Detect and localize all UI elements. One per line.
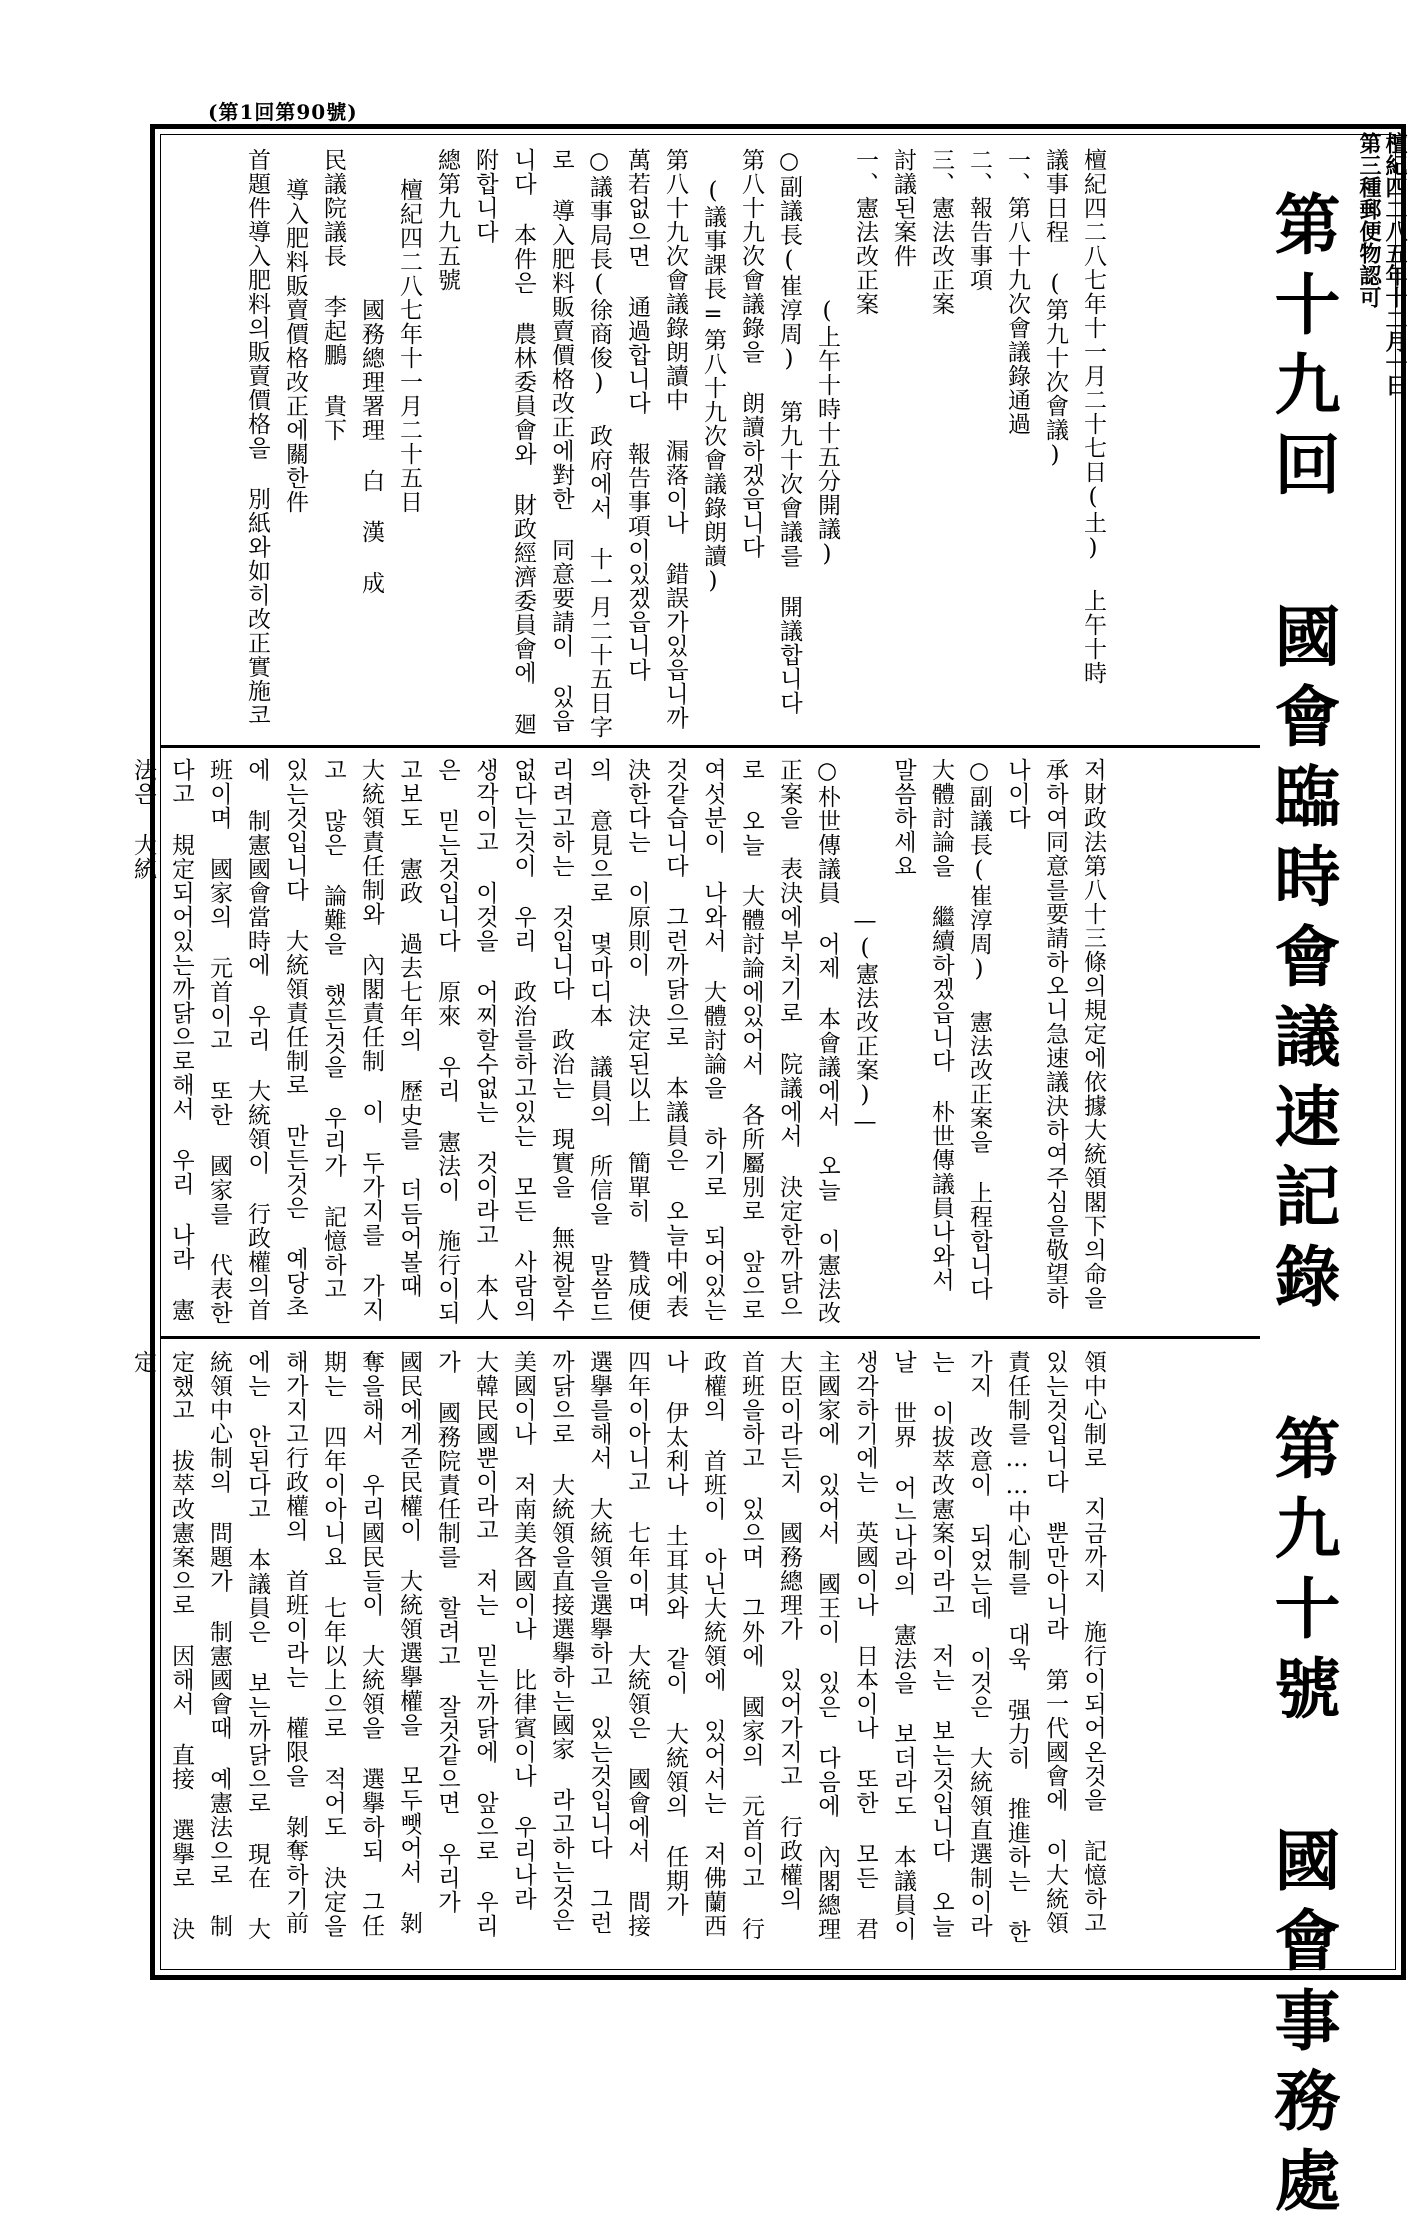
approval-mail-class: 第三種郵便物認可 (1356, 132, 1382, 308)
document-recipient: 民議院議長 李起鵬 貴下 (320, 148, 346, 442)
document-body: 首題件導入肥料의販賣價格을 別紙와如히改正實施코 (244, 148, 270, 727)
document-number: 總第九九五號 (434, 148, 460, 292)
speech: 第八十九次會議錄을 朗讀하겠읍니다 (738, 148, 764, 559)
stage-note: (議事課長=第八十九次會議錄朗讀) (700, 178, 726, 595)
speech: 第八十九次會議錄朗讀中 漏落이나 錯誤가있읍니까 (662, 148, 688, 730)
agenda-item: 一、第八十九次會議錄通過 (1004, 148, 1030, 436)
document-sender: 國務總理署理 白 漢 成 (358, 298, 384, 595)
speech: 領中心制로 지금까지 施行이되어온것을 記憶하고있는것입니다 뿐만아니라 第一代國會에 이大統領責任制를……中心制를 대욱 强力히 推進하는 한가지 改意이 되었는데 이것은 大統領直選制이라는 이拔萃改憲案이라고 저는 보는것입니다 오늘날 世界 어느나라의 憲法을 보더라도 本議員이 생각하기에는 英國이나 日本이나 또한 모든 君主國家에 있어서 國王이 있은 다음에 內閣總理大臣이라든지 國務總理가 있어가지고 行政權의 首班을하고 있으며 그外에 國家의 元首이고 行政權의 首班이 아닌大統領에 있어서는 저佛蘭西나 伊太利나 土耳其와 같이 大統領의 任期가 四年이아니고 七年이며 大統領은 國會에서 間接選擧를해서 大統領을選擧하고 있는것입니다 그런까닭으로 大統領을直接選擧하는國家 라고하는것은 美國이나 저南美各國이나 比律賓이나 우리나라 大韓民國뿐이라고 저는 믿는까닭에 앞으로 우리가 國務院責任制를 할려고 잘것같으면 우리가 國民에게준民權이 大統領選擧權을 모두뺏어서 剝奪을해서 우리國民들이 大統領을 選擧하되 그任期는 四年이아니요 七年以上으로 적어도 決定을 해가지고行政權의 首班이라는 權限을 剝奪하기前에는 안된다고 本議員은 보는까닭으로 現在 大統領中心制의 問題가 制憲國會때 예憲法으로 制定했고 拔萃改憲案으로 因해서 直接 選擧로 決定 (130, 1350, 1106, 1944)
opening-time: (上午十時十五分開議) (814, 298, 840, 568)
section-continued (124, 1350, 1112, 1955)
speech: ○副議長(崔淳周) 憲法改正案을 上程합니다 大體討論을 繼續하겠읍니다 朴世傳議員나와서 말씀하세요 (890, 758, 992, 1301)
speech: ○議事局長(徐商俊) 政府에서 十一月二十五日字로 導入肥料販賣價格改正에對한 同意要請이 있읍니다 本件은 農林委員會와 財政經濟委員會에 廻附합니다 (472, 148, 612, 739)
speech: ○副議長(崔淳周) 第九十次會議를 開議합니다 (776, 148, 802, 715)
document-date: 檀紀四二八七年十一月二十五日 (396, 178, 422, 514)
session-date: 檀紀四二八七年十一月二十七日(土) 上午十時 (1080, 148, 1106, 685)
document-body: 저財政法第八十三條의規定에依據大統領閣下의命을承하여同意를要請하오니急速議決하여주심을敬望하나이다 (1004, 758, 1106, 1310)
agenda-item: 三、憲法改正案 (928, 148, 954, 316)
speech: 萬若없으면 通過합니다 報告事項이있겠읍니다 (624, 148, 650, 682)
speech: ○朴世傳議員 어제 本會議에서 오늘 이憲法改正案을 表決에부치기로 院議에서 決定한까닭으로 오늘 大體討論에있어서 各所屬別로 앞으로 여섯분이 나와서 大體討論을 하기로 되어있는 것같습니다 그런까닭으로 本議員은 오늘中에表決한다는 이原則이 決定된以上 簡單히 贊成便의 意見으로 몇마디本 議員의 所信을 말씀드리려고하는 것입니다 政治는 現實을 無視할수없다는것이 우리 政治를하고있는 모든 사람의생각이고 이것을 어찌할수없는 것이라고 本人은 믿는것입니다 原來 우리 憲法이 施行이되고보도 憲政 過去七年의 歷史를 더듬어볼때 大統領責任制와 內閣責任制 이 두가지를 가지고 많은 論難을 했든것을 우리가 記憶하고 있는것입니다 大統領責任制로 만든것은 예당초에 制憲國會當時에 우리 大統領이 行政權의首班이며 國家의 元首이고 또한 國家를 代表한다고 規定되어있는까닭으로해서 우리 나라 憲法은 大統 (130, 758, 840, 1325)
section-divider-2 (160, 1336, 1260, 1339)
discussed-title: 討議된案件 (890, 148, 916, 268)
section-debate (124, 758, 1112, 1328)
agenda-heading: —(憲法改正案)— (852, 908, 878, 1136)
agenda-title: 議事日程 (第九十次會議) (1042, 148, 1068, 469)
approval-date: 檀紀四二八五年十二月一日 (1382, 132, 1408, 396)
agenda-item: 二、報告事項 (966, 148, 992, 292)
document-subject: 導入肥料販賣價格改正에關한件 (282, 178, 308, 514)
page-title: 第十九回 國會臨時會議速記錄 第九十號 國會事務處 (1263, 190, 1341, 2226)
discussed-item: 一、憲法改正案 (852, 148, 878, 316)
page-code: (第1回第90號) (208, 100, 358, 124)
section-agenda (238, 148, 1112, 748)
